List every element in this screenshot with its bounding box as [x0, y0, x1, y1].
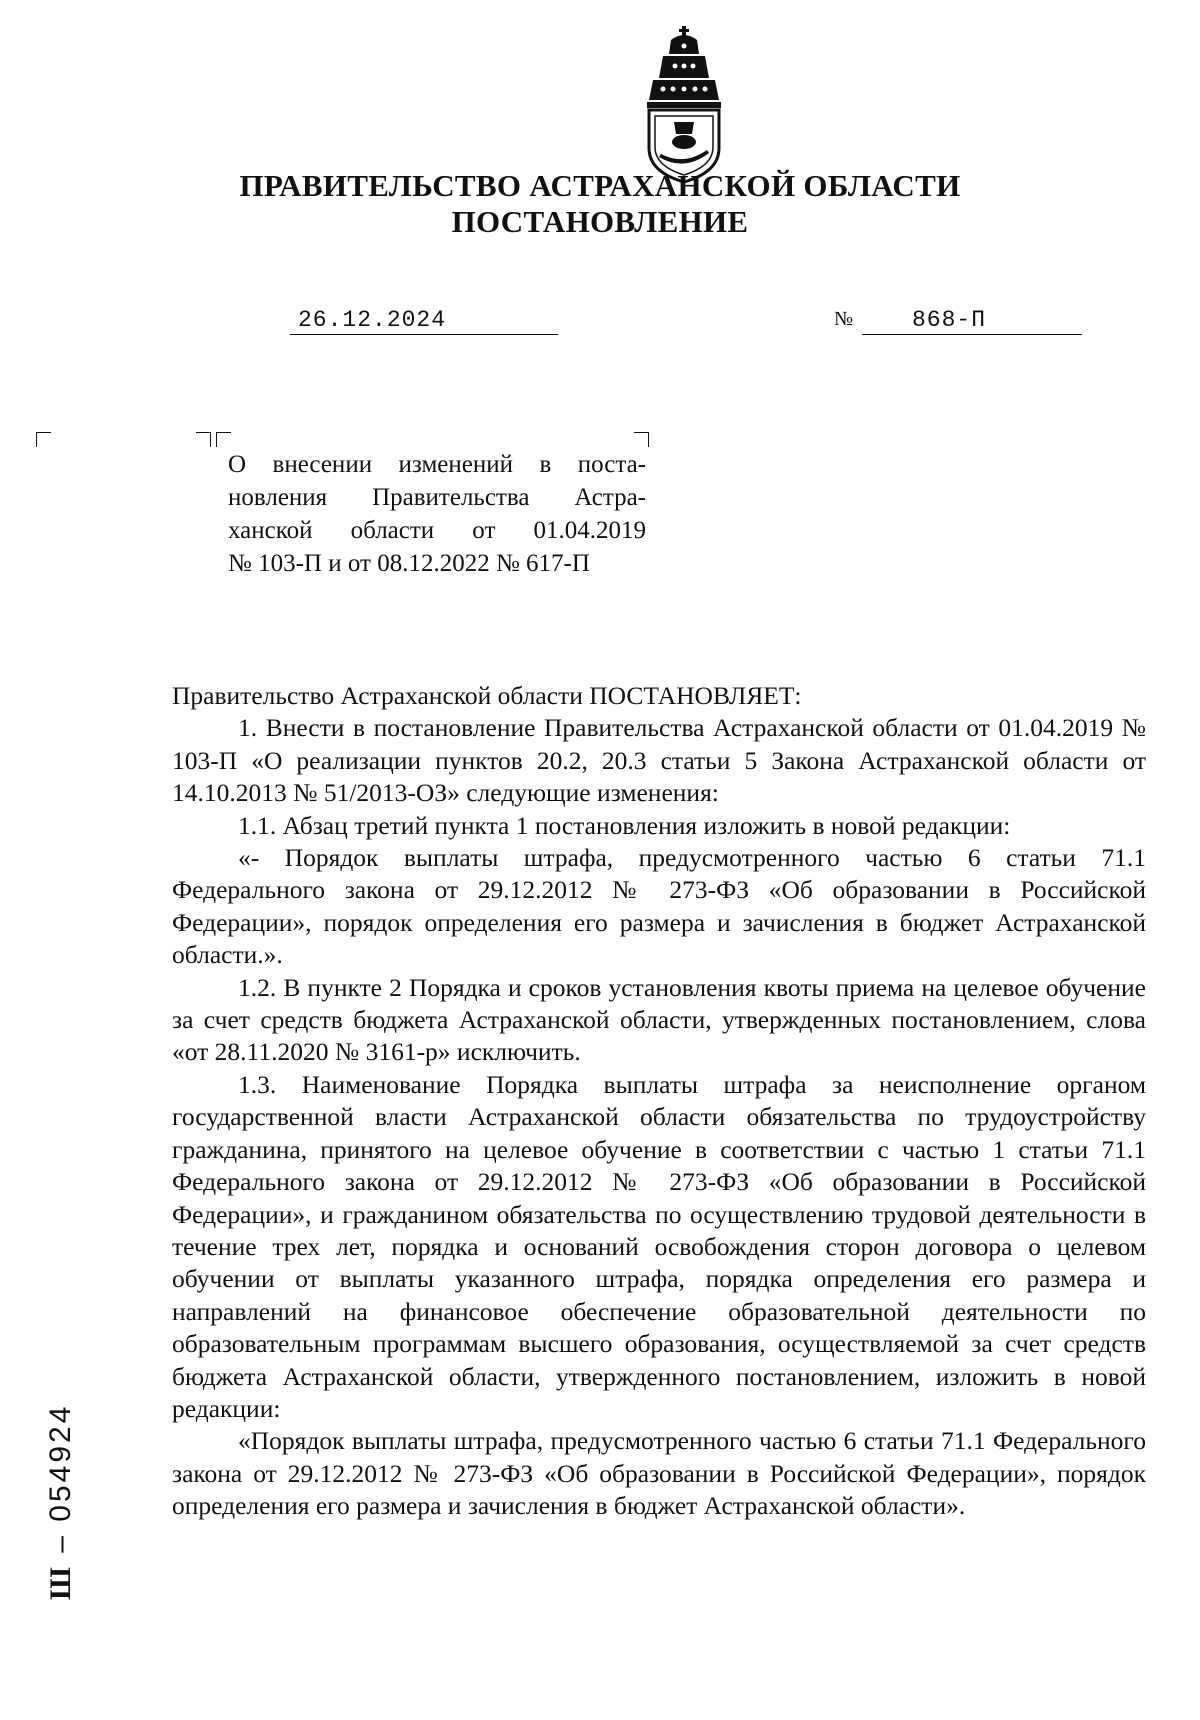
document-body	[172, 680, 1146, 1523]
serial-series: Ш	[44, 1564, 77, 1600]
document-number-field	[862, 304, 1082, 335]
subject-line: № 103-П и от 08.12.2022 № 617-П	[228, 550, 590, 577]
subject-line: О внесении изменений в поста-	[228, 451, 646, 478]
blank-serial-number: Ш – 054924	[44, 1403, 77, 1600]
document-date: 26.12.2024	[298, 307, 447, 333]
document-type-title: ПОСТАНОВЛЕНИЕ	[451, 204, 749, 239]
document-number: 868-П	[912, 307, 987, 333]
coat-of-arms-emblem	[643, 26, 725, 184]
clause-1-1-paragraph: 1.1. Абзац третий пункта 1 постановления изложить в новой редакции:	[238, 810, 1011, 840]
clause-1-paragraph: 1. Внести в постановление Правительства Астраханской области от 01.04.2019 № 103-П «О реализации пунктов 20.2, 20.3 статьи 5 Закона Астраханской области от 14.10.2013 № 51/2013-ОЗ» следующие изменения:	[172, 713, 1146, 808]
clause-1-2-paragraph: 1.2. В пункте 2 Порядка и сроков установления квоты приема на целевое обучение за счет средств бюджета Астраханской области, утвержденных постановлением, слова «от 28.11.2020 № 3161-р» исключить.	[172, 972, 1146, 1067]
clause-1-3-paragraph: 1.3. Наименование Порядка выплаты штрафа за неисполнение органом государственной власти Астраханской области обязательства по трудоустройству гражданина, принятого на целевое обучение в соответствии с частью 1 статьи 71.1 Федерального закона от 29.12.2012 № 273-ФЗ «Об образовании в Российской Федерации», и гражданином обязательства по осуществлению трудовой деятельности в течение трех лет, порядка и оснований освобождения сторон договора о целевом обучении от выплаты указанного штрафа, порядка определения его размера и направлений на финансовое обеспечение образовательной деятельности по образовательным программам высшего образования, осуществляемой за счет средств бюджета Астраханской области, утвержденного постановлением, изложить в новой редакции:	[172, 1069, 1146, 1423]
corner-mark-subject-left-a	[196, 432, 211, 447]
subject-line: новления Правительства Астра-	[228, 484, 646, 511]
organization-title: ПРАВИТЕЛЬСТВО АСТРАХАНСКОЙ ОБЛАСТИ	[239, 168, 961, 203]
corner-mark-subject-left-b	[216, 432, 231, 447]
corner-mark-subject-right	[634, 432, 649, 447]
subject-line: ханской области от 01.04.2019	[228, 517, 646, 544]
document-subject	[228, 448, 646, 580]
corner-mark-left	[36, 432, 51, 447]
document-date-field	[290, 304, 558, 335]
preamble-paragraph: Правительство Астраханской области ПОСТАНОВЛЯЕТ:	[172, 681, 802, 710]
clause-1-1-quote-paragraph: «- Порядок выплаты штрафа, предусмотренного частью 6 статьи 71.1 Федерального закона от 29.12.2012 № 273-ФЗ «Об образовании в Российской Федерации», порядок определения его размера и зачисления в бюджет Астраханской области.».	[172, 843, 1146, 970]
clause-1-3-quote-paragraph: «Порядок выплаты штрафа, предусмотренного частью 6 статьи 71.1 Федерального закона от 29.12.2012 № 273-ФЗ «Об образовании в Российской Федерации», порядок определения его размера и зачисления в бюджет Астраханской области».	[172, 1426, 1146, 1521]
serial-number: 054924	[44, 1403, 77, 1522]
number-label: №	[834, 308, 854, 330]
